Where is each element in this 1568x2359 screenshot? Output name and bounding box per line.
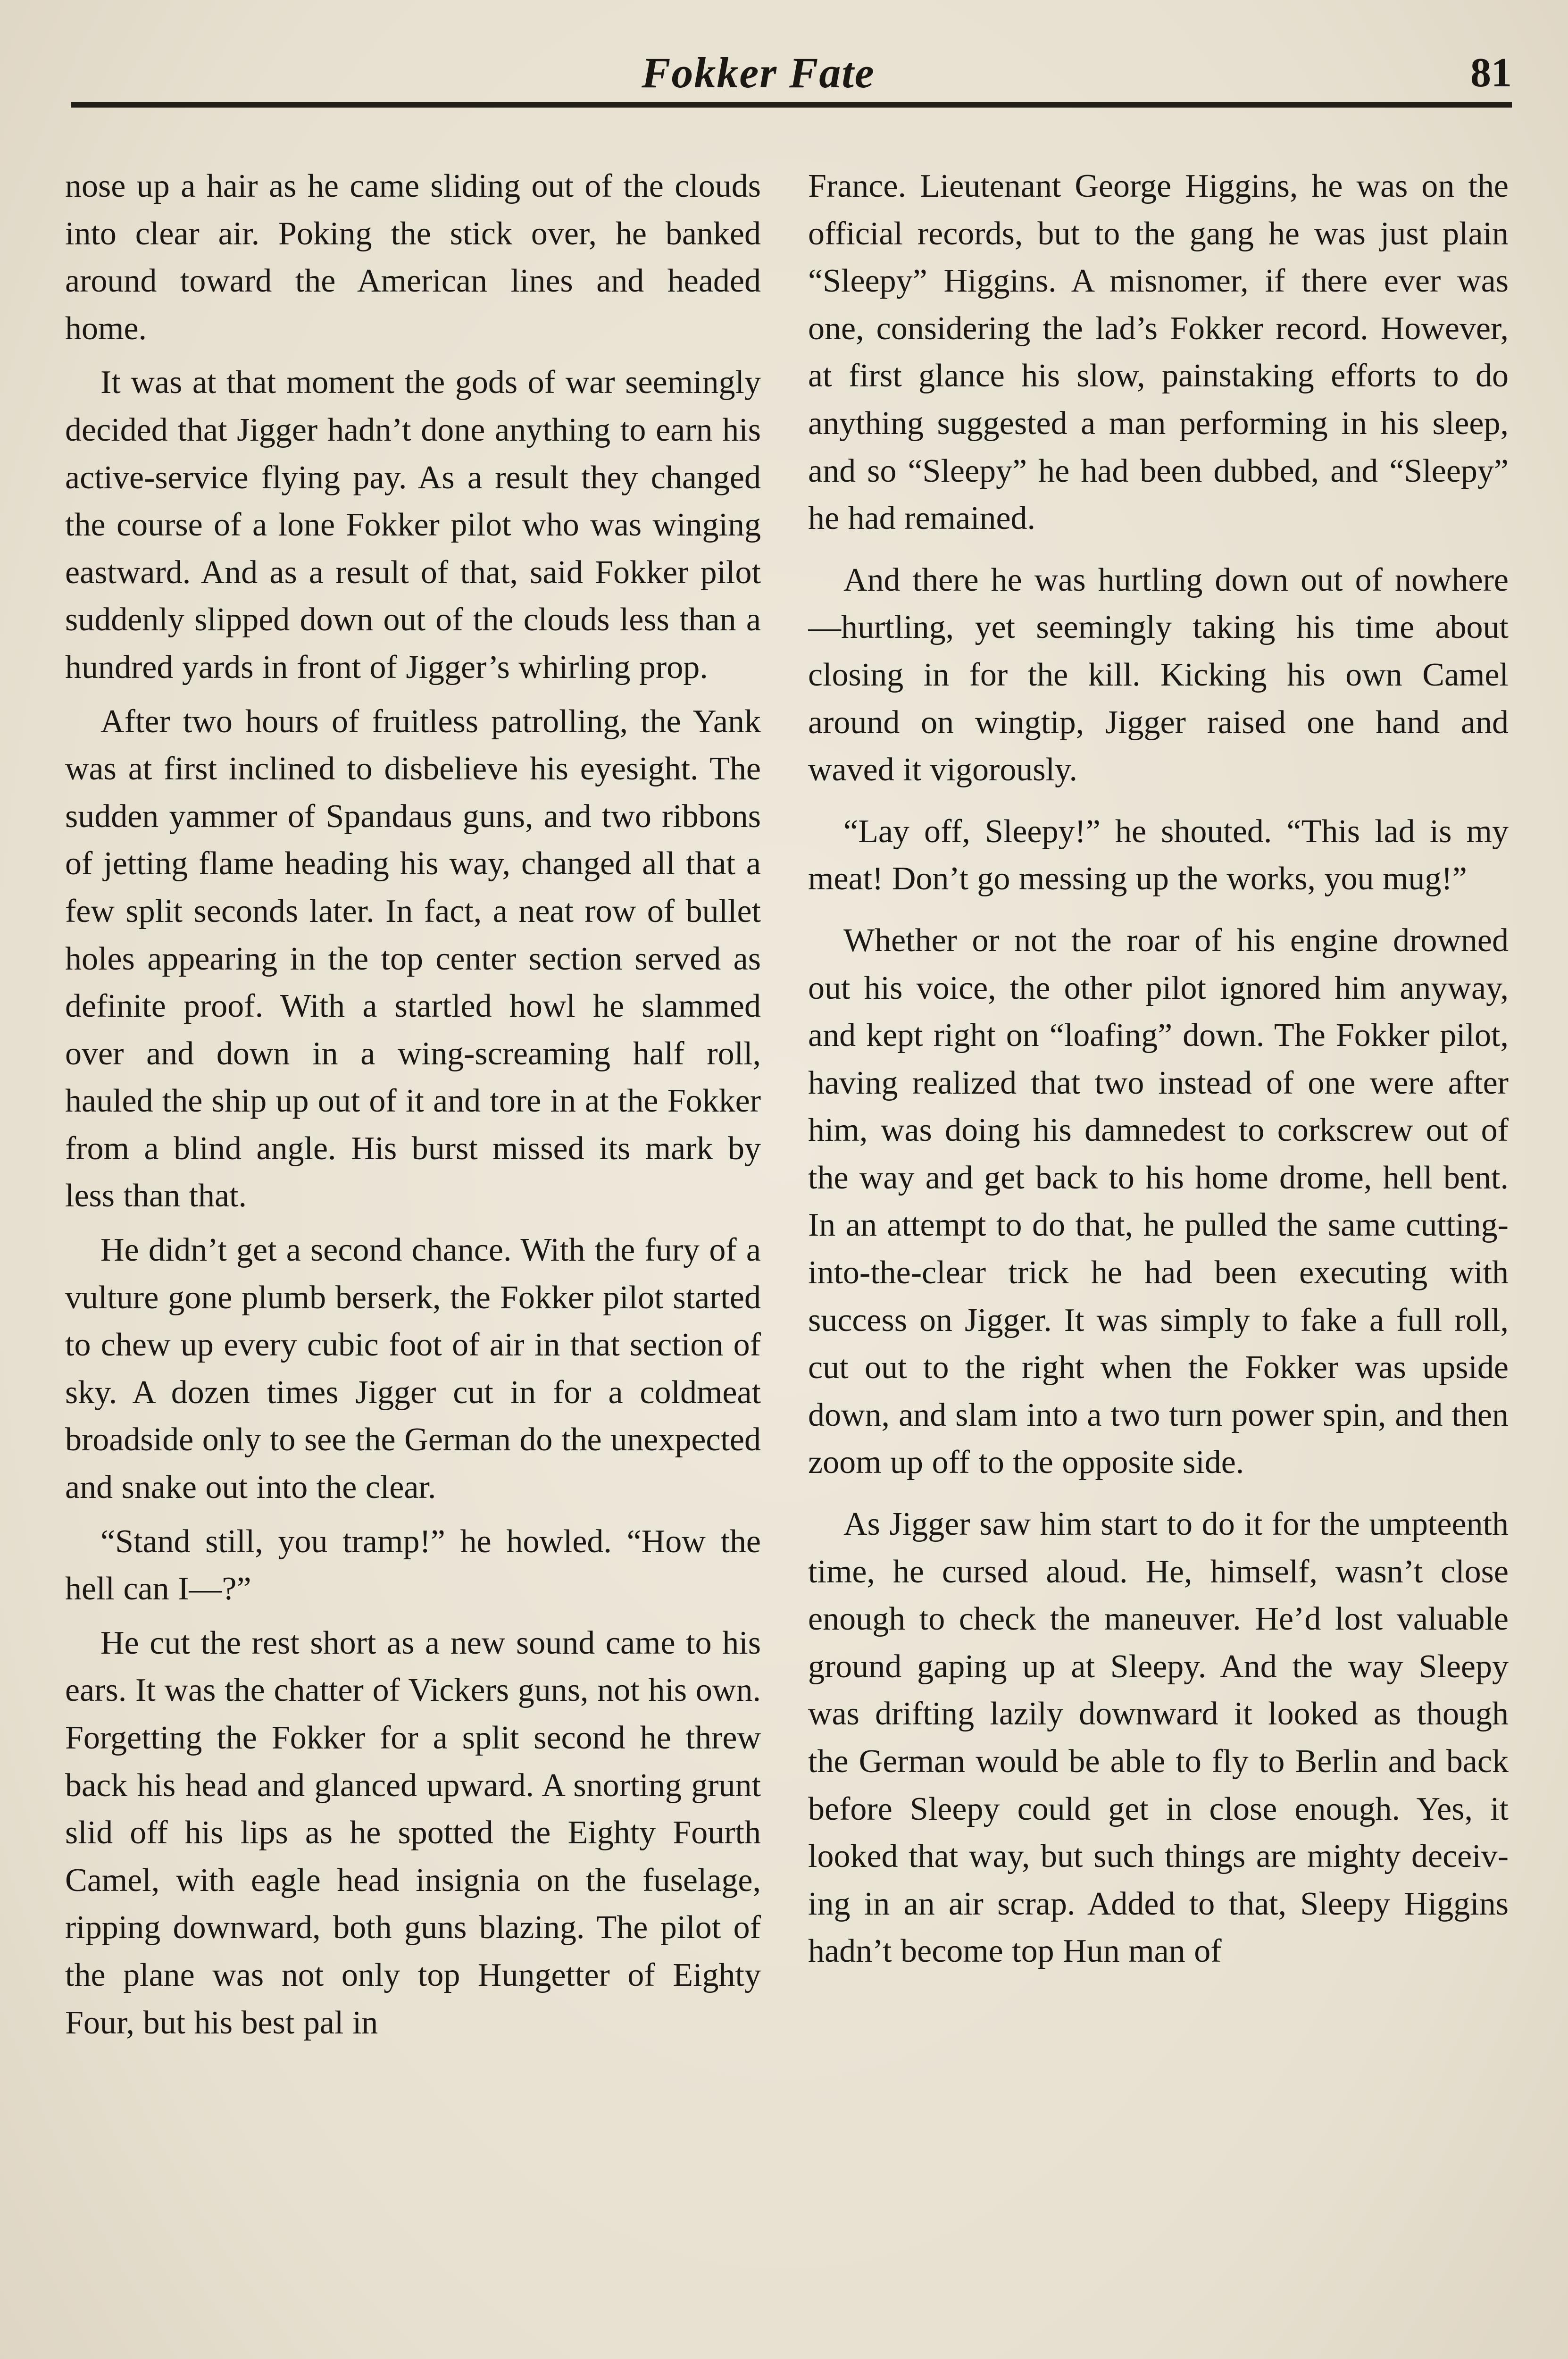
paragraph: And there he was hurtling down out of nowhere—hurtling, yet seemingly taking his time about closing in for the kill. Kicking his own Camel around on wingtip, Jigger raised one hand and waved it vigorously. [808,561,1509,788]
paragraph: As Jigger saw him start to do it for the umpteenth time, he cursed aloud. He, himself, wasn’t close enough to check the maneuver. He’d lost valuable ground gaping up at Sleepy. And the way Sleepy was drifting lazily downward it looked as though the German would be able to fly to Berlin and back before Sleepy could get in close enough. Yes, it looked that way, but such things are mighty deceiving in an air scrap. Added to that, Sleepy Higgins hadn’t become top Hun man of [808,1506,1509,1970]
paragraph: “Lay off, Sleepy!” he shouted. “This lad is my meat! Don’t go messing up the works, you mug!” [808,813,1509,897]
text-column-right [808,163,1509,2359]
text-column-left [65,163,761,2359]
paragraph: After two hours of fruitless patrolling, the Yank was at first inclined to disbelieve his eyesight. The sudden yammer of Spandaus guns, and two ribbons of jetting flame heading his way, changed all that a few split seconds later. In fact, a neat row of bullet holes appearing in the top center section served as definite proof. With a startled howl he slammed over and down in a wing-screaming half roll, hauled the ship up out of it and tore in at the Fokker from a blind angle. His burst missed its mark by less than that. [65,703,761,1214]
paragraph: He didn’t get a second chance. With the fury of a vulture gone plumb berserk, the Fokker pilot started to chew up every cubic foot of air in that section of sky. A dozen times Jigger cut in for a coldmeat broadside only to see the German do the unexpected and snake out into the clear. [65,1232,761,1506]
paragraph: France. Lieutenant George Higgins, he was on the official records, but to the gang he was just plain “Sleepy” Higgins. A misnomer, if there ever was one, considering the lad’s Fokker record. However, at first glance his slow, painstaking efforts to do anything suggested a man performing in his sleep, and so “Sleepy” he had been dubbed, and “Sleepy” he had remained. [808,168,1509,537]
page-header [71,43,1512,102]
paragraph: He cut the rest short as a new sound came to his ears. It was the chatter of Vickers guns, not his own. Forgetting the Fokker for a split second he threw back his head and glanced upward. A snorting grunt slid off his lips as he spotted the Eighty Fourth Camel, with eagle head insignia on the fuselage, ripping downward, both guns blazing. The pilot of the plane was not only top Hungetter of Eighty Four, but his best pal in [65,1624,761,2041]
paragraph: It was at that moment the gods of war seemingly decided that Jigger hadn’t done anything to earn his active-service flying pay. As a result they changed the course of a lone Fokker pilot who was winging eastward. And as a result of that, said Fokker pilot suddenly slipped down out of the clouds less than a hundred yards in front of Jigger’s whirling prop. [65,364,761,686]
running-title: Fokker Fate [642,49,875,97]
paragraph: Whether or not the roar of his engine drowned out his voice, the other pilot ignored him anyway, and kept right on “loafing” down. The Fokker pilot, having realized that two instead of one were after him, was doing his damnedest to corkscrew out of the way and get back to his home drome, hell bent. In an attempt to do that, he pulled the same cutting-into-the-clear trick he had been executing with success on Jigger. It was simply to fake a full roll, cut out to the right when the Fokker was upside down, and slam into a two turn power spin, and then zoom up off to the opposite side. [808,922,1509,1481]
header-rule [71,102,1512,108]
paragraph: “Stand still, you tramp!” he howled. “How the hell can I—?” [65,1523,761,1607]
paragraph: nose up a hair as he came sliding out of the clouds into clear air. Poking the stick over, he banked around toward the American lines and headed home. [65,168,761,347]
page-number: 81 [1470,50,1512,96]
